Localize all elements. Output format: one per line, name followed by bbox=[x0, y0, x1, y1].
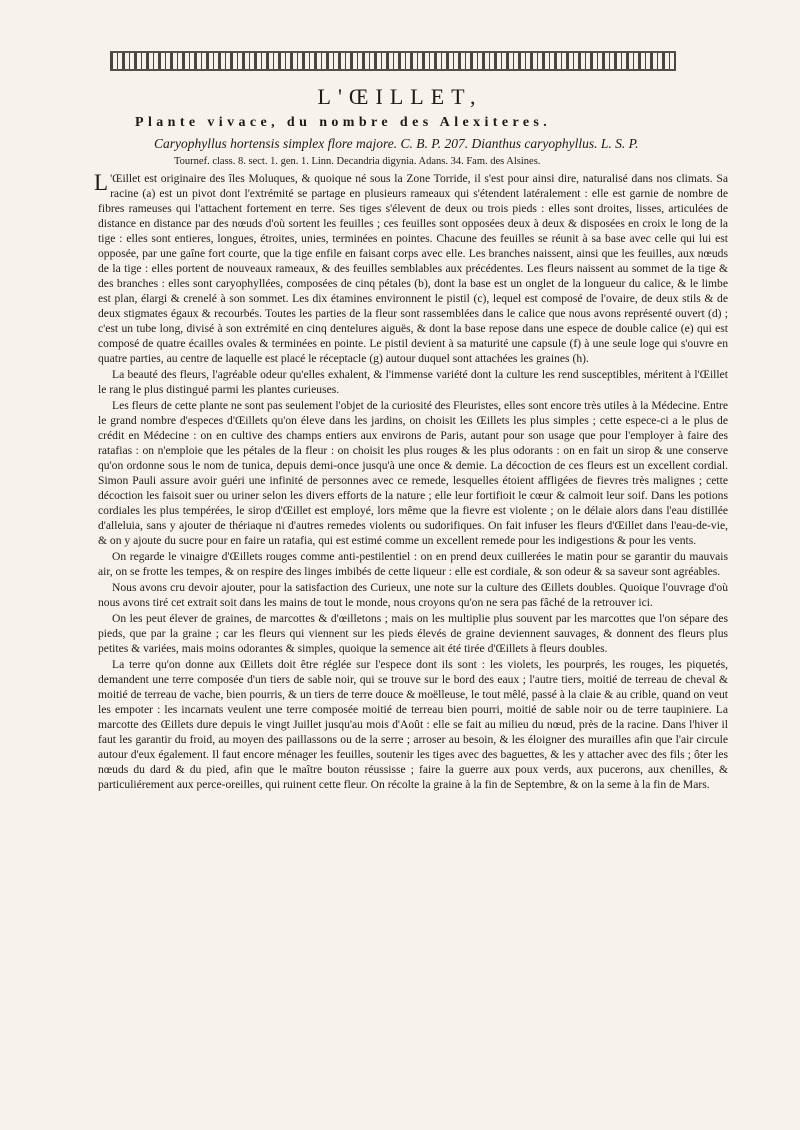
paragraph-beauty: La beauté des fleurs, l'agréable odeur qu'elles exhalent, & l'immense variété dont la culture les rend susceptibles, méritent à l'Œillet le rang le plus distingué parmi les plantes curieuses. bbox=[98, 368, 728, 396]
paragraph-description bbox=[94, 170, 728, 366]
paragraph-propagation: On les peut élever de graines, de marcottes & d'œilletons ; mais on les multiplie plus souvent par les marcottes que l'on sépare des pieds, que par la graine ; car les fleurs qui viennent sur les pieds élevés de graine deviennent sauvages, & donnent des fleurs plus petites & variées, mais moins odorantes & simples, quoique la semence ait été tirée d'Œillets à fleurs doubles. bbox=[98, 612, 728, 655]
drop-cap: L bbox=[94, 170, 109, 195]
paragraph-text: 'Œillet est originaire des îles Moluques, & quoique né sous la Zone Torride, il s'est pour ainsi dire, naturalisé dans nos climats. Sa racine (a) est un pivot dont l'extrémité se partage en plusieurs rameaux qui s'étendent latéralement : elle est garnie de nombre de fibres rameuses qui l'attachent fortement en terre. Ses tiges s'élevent de deux ou trois pieds : elles sont droites, lisses, articulées de distance en distance par des nœuds d'où sortent les feuilles ; ces feuilles sont opposées deux à deux & disposées en croix le long de la tige : elles sont entieres, longues, étroites, unies, terminées en pointes. Chacune des feuilles se réunit à sa base avec celle qui lui est opposée, par une gaîne fort courte, que la tige enfile en faisant corps avec elle. Les branches naissent, ainsi que les feuilles, aux nœuds de la tige : elles portent de nouveaux rameaux, & des feuilles semblables aux précédentes. Les fleurs naissent au sommet de la tige & des branches : elles sont caryophyllées, composées de cinq pétales (b), dont la base est un onglet de la longueur du calice, & le limbe est plan, élargi & crenelé à son sommet. Les dix étamines environnent le pistil (c), lequel est composé de l'ovaire, de deux stils & de deux stigmates égaux & recourbés. Toutes les parties de la fleur sont rassemblées dans le calice que nous avons représenté ouvert (d) ; c'est un tube long, divisé à son extrémité en cinq dentelures aiguës, & dont la base repose dans une espece de double calice (e) qui est composé de quatre écailles ovales & terminées en pointe. Le pistil devient à sa maturité une capsule (f) à une seule loge qui s'ouvre en quatre parties, au centre de laquelle est placé le réceptacle (g) autour duquel sont attachées les graines (h). bbox=[98, 172, 728, 365]
paragraph-vinegar: On regarde le vinaigre d'Œillets rouges comme anti-pestilentiel : on en prend deux cuillerées le matin pour se garantir du mauvais air, on se frotte les tempes, & on respire des linges imbibés de cette liqueur : elle est cordiale, & son odeur & sa saveur sont agréables. bbox=[98, 550, 728, 578]
paragraph-soil: La terre qu'on donne aux Œillets doit être réglée sur l'espece dont ils sont : les violets, les pourprés, les rouges, les piquetés, demandent une terre composée d'un tiers de sable noir, qui se trouve sur le bord des eaux ; l'autre tiers, moitié de terreau de cheval & moitié de terreau de vache, bien pourris, & un tiers de terre douce & moëlleuse, le tout mêlé, passé à la claie & au crible, quand on veut les empoter : les incarnats veulent une terre composée moitié de terreau bien pourri, moitié de sable noir ou de terre taupiniere. La marcotte des Œillets dure depuis le vingt Juillet jusqu'au mois d'Août : elle se fait au milieu du nœud, près de la racine. Dans l'hiver il faut les garantir du froid, au moyen des paillassons ou de la serre ; arroser au besoin, & les éloigner des murailles afin que l'air circule autour d'eux également. Il faut encore ménager les feuilles, soutenir les tiges avec des baguettes, & les y attacher avec des fils ; ôter les nœuds du dard & du pied, afin que le maître bouton réussisse ; faire la guerre aux poux verds, aux pucerons, aux chenilles, & particuliérement aux perce-oreilles, qui ruinent cette fleur. On récolte la graine à la fin de Septembre, & on la seme à la fin de Mars. bbox=[98, 658, 728, 791]
decorative-header-band bbox=[110, 51, 676, 71]
classification-references: Tournef. class. 8. sect. 1. gen. 1. Linn. Decandria digynia. Adans. 34. Fam. des Alsines. bbox=[174, 156, 541, 167]
article-body bbox=[94, 170, 728, 793]
botanical-synonyms: Caryophyllus hortensis simplex flore majore. C. B. P. 207. Dianthus caryophyllus. L. S. P. bbox=[154, 136, 639, 151]
plant-subtitle: Plante vivace, du nombre des Alexiteres. bbox=[135, 115, 552, 130]
page-title: L'ŒILLET, bbox=[317, 84, 483, 109]
paragraph-note: Nous avons cru devoir ajouter, pour la satisfaction des Curieux, une note sur la culture des Œillets doubles. Quoique l'ouvrage d'où nous avons tiré cet extrait soit dans les mains de tout le monde, nous croyons qu'on ne sera pas fâché de la retrouver ici. bbox=[98, 581, 728, 609]
paragraph-medicine: Les fleurs de cette plante ne sont pas seulement l'objet de la curiosité des Fleuristes, elles sont encore très utiles à la Médecine. Entre le grand nombre d'especes d'Œillets qu'on éleve dans les jardins, on choisit les Œillets les plus simples ; cette espece-ci a le plus de crédit en Médecine : on en cultive des champs entiers aux environs de Paris, autant pour son usage que pour l'employer à faire des ratafias : on n'emploie que les pétales de la fleur : on choisit les plus rouges & les plus odorants : on en fait un sirop & une conserve qu'on ordonne sous le nom de tunica, depuis demi-once jusqu'à une once & demie. La décoction de ces fleurs est un excellent cordial. Simon Pauli assure avoir guéri une infinité de personnes avec ce remede, lesquelles étoient affligées de fievres très malignes ; cette décoction les faisoit suer ou uriner selon les divers efforts de la nature ; elle leur fortifioit le cœur & calmoit leur soif. Dans les potions cordiales les plus tempérées, le sirop d'Œillet est employé, lors même que la fievre est violente ; on le délaie alors dans l'eau distillée d'alleluia, sans y ajouter de thériaque ni d'autres remedes violents ou sudorifiques. On fait infuser les fleurs d'Œillet dans l'eau-de-vie, & on y ajoute du sucre pour en faire un ratafia, qui est estimé comme un excellent remede pour les indigestions & pour les vents. bbox=[98, 399, 728, 547]
